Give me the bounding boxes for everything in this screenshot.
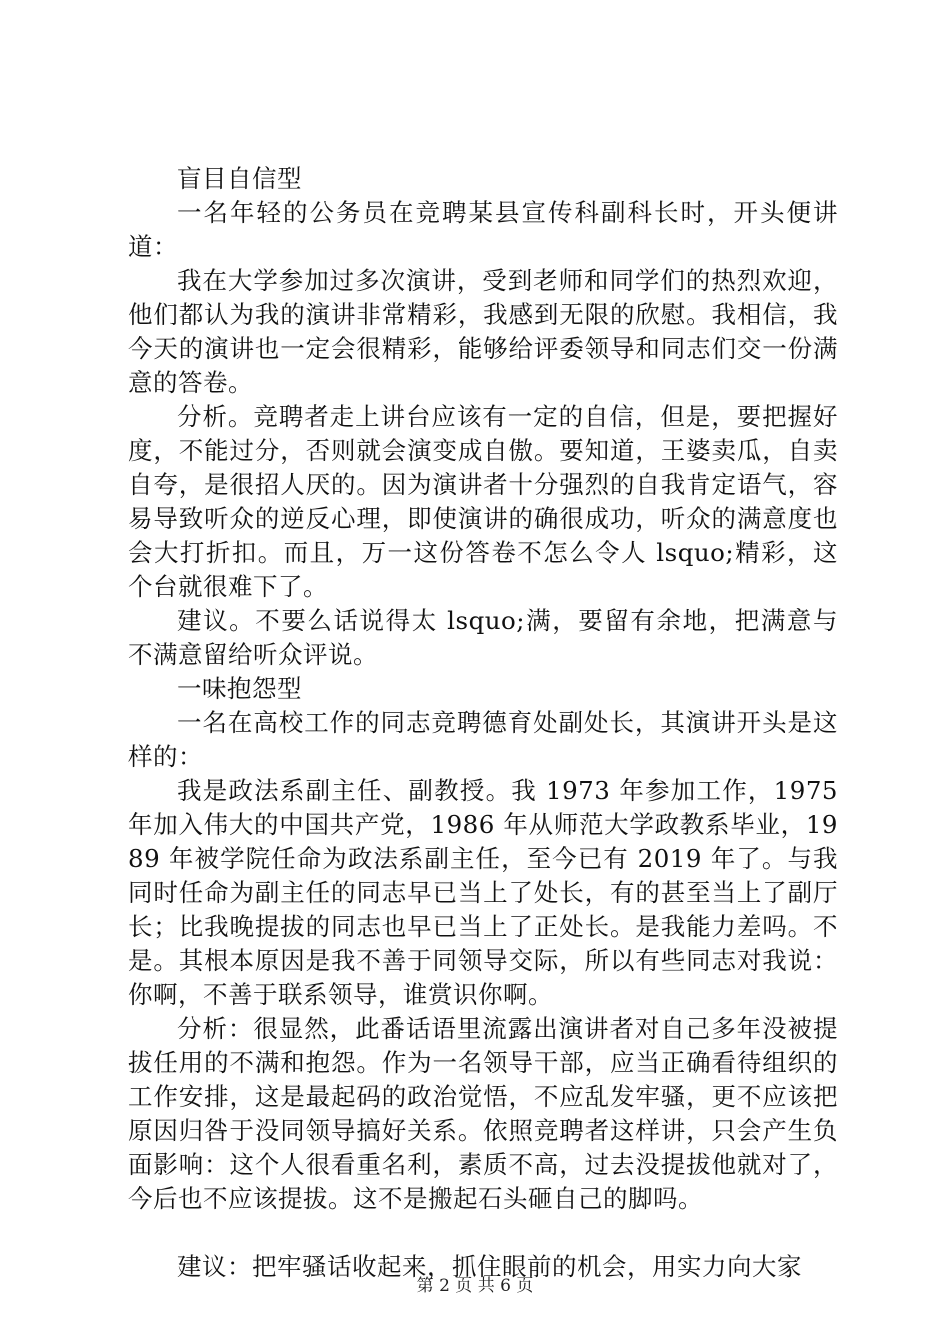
page-footer: 第 2 页 共 6 页 [416,1276,534,1296]
heading-constant-complaint: 一味抱怨型 [177,674,302,703]
heading-blind-confidence: 盲目自信型 [177,164,302,193]
paragraph-analysis-2: 分析：很显然，此番话语里流露出演讲者对自己多年没被提拔任用的不满和抱怨。作为一名领导干部，应当正确看待组织的工作安排，这是最起码的政治觉悟，不应乱发牢骚，更不应该把原因归咎于没同领导搞好关系。依照竞聘者这样讲，只会产生负面影响：这个人很看重名利，素质不高，过去没提拔他就对了，今后也不应该提拔。这不是搬起石头砸自己的脚吗。 [128,1014,838,1213]
paragraph-speech-quote-1: 我在大学参加过多次演讲，受到老师和同学们的热烈欢迎，他们都认为我的演讲非常精彩，我感到无限的欣慰。我相信，我今天的演讲也一定会很精彩，能够给评委领导和同志们交一份满意的答卷。 [128,266,838,397]
paragraph-speech-quote-2: 我是政法系副主任、副教授。我 1973 年参加工作，1975 年加入伟大的中国共产党，1986 年从师范大学政教系毕业，1989 年被学院任命为政法系副主任，至今已有 2019 年了。与我同时任命为副主任的同志早已当上了处长，有的甚至当上了副厅长；比我晚提拔的同志也早已当上了正处长。是我能力差吗。不是。其根本原因是我不善于同领导交际，所以有些同志对我说：你啊，不善于联系领导，谁赏识你啊。 [128,776,838,1009]
paragraph-suggestion-2: 建议：把牢骚话收起来，抓住眼前的机会，用实力向大家 [177,1252,802,1281]
paragraph-analysis-1: 分析。竞聘者走上讲台应该有一定的自信，但是，要把握好度，不能过分，否则就会演变成自傲。要知道，王婆卖瓜，自卖自夸，是很招人厌的。因为演讲者十分强烈的自我肯定语气，容易导致听众的逆反心理，即使演讲的确很成功，听众的满意度也会大打折扣。而且，万一这份答卷不怎么令人 lsquo;精彩，这个台就很难下了。 [128,402,838,601]
paragraph-suggestion-1: 建议。不要么话说得太 lsquo;满，要留有余地，把满意与不满意留给听众评说。 [128,606,838,669]
document-body [128,162,838,1284]
paragraph-intro-2: 一名在高校工作的同志竞聘德育处副处长，其演讲开头是这样的： [128,708,838,771]
paragraph-intro-1: 一名年轻的公务员在竞聘某县宣传科副科长时，开头便讲道： [128,198,838,261]
paragraph-spacer [128,1216,838,1250]
